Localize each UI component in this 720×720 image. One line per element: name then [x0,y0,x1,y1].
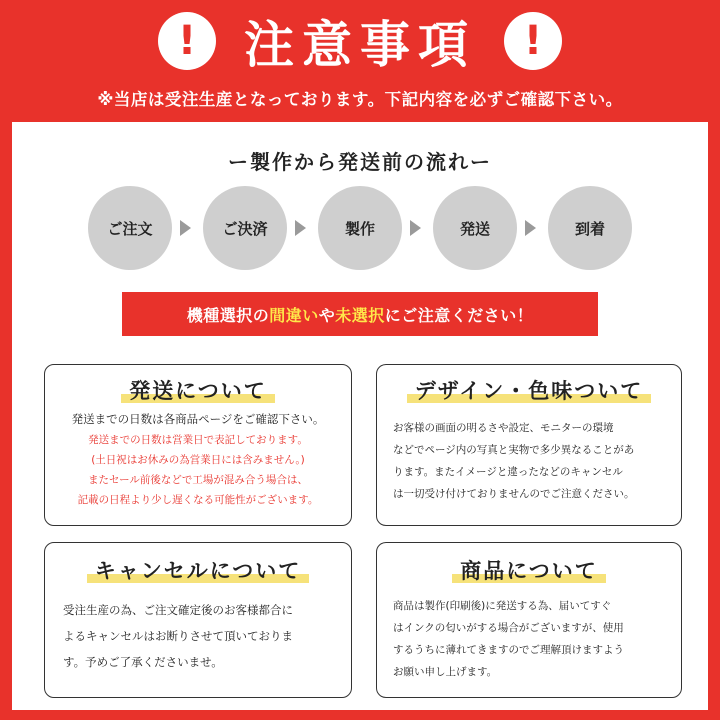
product-text: はインクの匂いがする場合がございますが、使用 [393,622,624,634]
flow-title: ー製作から発送前の流れー [228,150,492,174]
design-text: は一切受け付けておりませんのでご注意ください。 [393,488,635,500]
design-color-info-box [376,364,682,526]
exclamation-icon-right: ! [504,12,562,70]
product-text: 商品は製作(印刷後)に発送する為、届いてすぐ [393,600,612,612]
step-payment: ご決済 [203,186,287,270]
made-to-order-notice: ※当店は受注生産となっております。下記内容を必ずご確認下さい。 [97,90,623,109]
cancel-text: よるキャンセルはお断りさせて頂いておりま [63,629,293,643]
shipping-info-box [44,364,352,526]
shipping-lead: 発送までの日数は各商品ページをご確認下さい。 [71,412,325,426]
arrow-right-icon [525,220,536,236]
header [0,0,720,82]
step-arrival: 到着 [548,186,632,270]
cancel-info-box [44,542,352,698]
page-title: 注意事項 [244,16,476,74]
design-text: ります。またイメージと違ったなどのキャンセル [393,466,623,478]
product-title: 商品について [452,559,606,583]
exclamation-icon-left: ! [158,12,216,70]
product-text: するうちに薄れてきますのでご理解頂けますよう [393,644,624,656]
process-flow [88,186,648,270]
arrow-right-icon [180,220,191,236]
product-text: お願い申し上げます。 [393,666,498,678]
cancel-text: す。予めご了承くださいませ。 [63,655,223,669]
warning-text: や [318,305,336,325]
model-selection-warning [122,292,598,336]
shipping-note: 発送までの日数は営業日で表記しております。 [88,434,308,446]
shipping-note: またセール前後などで工場が混み合う場合は、 [88,474,308,486]
warning-text: 機種選択の [186,305,270,325]
design-text: お客様の画面の明るさや設定、モニターの環境 [393,422,614,434]
product-info-box [376,542,682,698]
step-shipping: 発送 [433,186,517,270]
arrow-right-icon [410,220,421,236]
shipping-note: (土日祝はお休みの為営業日には含みません。) [91,454,305,466]
arrow-right-icon [295,220,306,236]
design-text: などでページ内の写真と実物で多少異なることがあ [393,444,635,456]
warning-highlight-unselected: 未選択 [335,305,385,325]
step-production: 製作 [318,186,402,270]
design-title: デザイン・色味ついて [407,379,652,403]
warning-highlight-mistake: 間違い [269,305,319,325]
shipping-note: 記載の日程より少し遅くなる可能性がございます。 [77,494,319,506]
step-order: ご注文 [88,186,172,270]
cancel-title: キャンセルについて [87,559,310,583]
warning-text: にご注意ください！ [384,305,534,325]
shipping-title: 発送について [121,379,275,403]
cancel-text: 受注生産の為、ご注文確定後のお客様都合に [63,603,293,617]
content-panel [12,122,708,710]
